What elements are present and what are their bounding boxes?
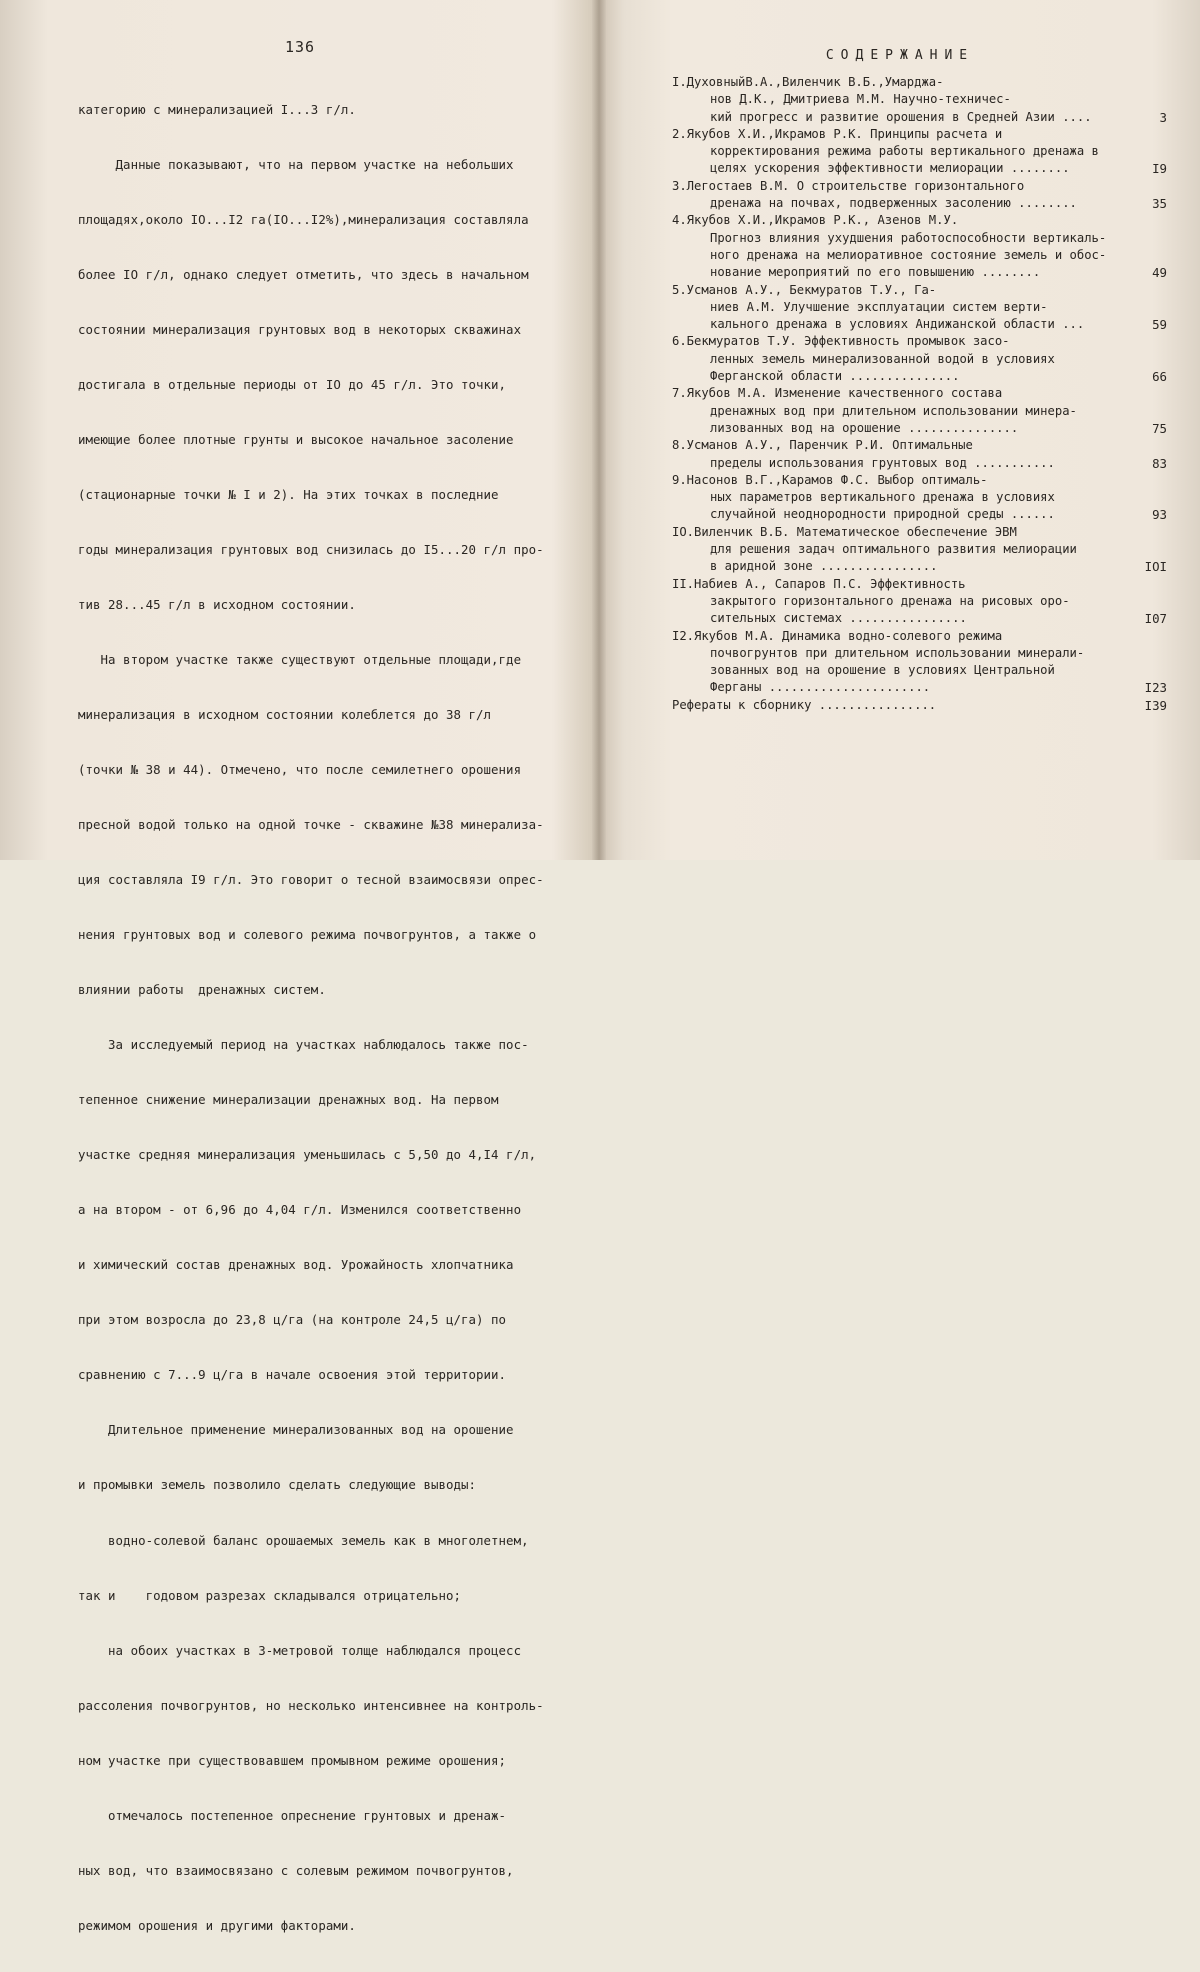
toc-entry-line: Ферганской области ............... xyxy=(710,369,960,384)
toc-entry-line: почвогрунтов при длительном использовании минерали- xyxy=(710,645,1085,660)
toc-entry-line: 7.Якубов М.А. Изменение качественного состава xyxy=(672,386,1003,401)
body-line: Данные показывают, что на первом участке на небольших xyxy=(78,156,514,172)
toc-page-number: 83 xyxy=(1152,455,1167,471)
toc-entry xyxy=(672,437,1167,472)
article-body xyxy=(78,64,548,1972)
toc-entry-line: 5.Усманов А.У., Бекмуратов Т.У., Га- xyxy=(672,282,937,297)
body-line: при этом возросла до 23,8 ц/га (на контроле 24,5 ц/га) по xyxy=(78,1312,507,1328)
toc-entry-line: ленных земель минерализованной водой в условиях xyxy=(710,351,1055,366)
body-line: Длительное применение минерализованных вод на орошение xyxy=(78,1422,514,1438)
left-page xyxy=(0,0,600,1933)
toc-entry xyxy=(672,74,1167,126)
body-line: тепенное снижение минерализации дренажных вод. На первом xyxy=(78,1092,499,1108)
body-line: имеющие более плотные грунты и высокое начальное засоление xyxy=(78,431,514,447)
body-line: ном участке при существовавшем промывном режиме орошения; xyxy=(78,1752,507,1768)
toc-entry-line: целях ускорения эффективности мелиорации ........ xyxy=(710,161,1070,176)
toc-entry-line: закрытого горизонтального дренажа на рисовых оро- xyxy=(710,593,1070,608)
page-number: 136 xyxy=(284,38,316,56)
body-line: водно-солевой баланс орошаемых земель как в многолетнем, xyxy=(78,1532,529,1548)
toc-entry xyxy=(672,628,1167,697)
toc-entry-line: пределы использования грунтовых вод ........... xyxy=(710,455,1055,470)
body-line: За исследуемый период на участках наблюдалось также пос- xyxy=(78,1037,529,1053)
toc-entry-line: сительных системах ................ xyxy=(710,611,967,626)
toc-page-number: I39 xyxy=(1144,697,1167,713)
toc-entry-line: дренажа на почвах, подверженных засолению ........ xyxy=(710,196,1077,211)
toc-entry xyxy=(672,333,1167,385)
toc-entry-line: дренажных вод при длительном использовании минера- xyxy=(710,403,1077,418)
toc-entry-line: корректирования режима работы вертикального дренажа в xyxy=(710,144,1099,159)
body-line: нения грунтовых вод и солевого режима почвогрунтов, а также о xyxy=(78,927,537,943)
body-line: отмечалось постепенное опреснение грунтовых и дренаж- xyxy=(78,1807,507,1823)
body-line: пресной водой только на одной точке - скважине №38 минерализа- xyxy=(78,817,544,833)
body-line: сравнению с 7...9 ц/га в начале освоения этой территории. xyxy=(78,1367,507,1383)
toc-heading: СОДЕРЖАНИЕ xyxy=(825,48,975,63)
table-of-contents xyxy=(672,74,1167,714)
body-line: ция составляла I9 г/л. Это говорит о тесной взаимосвязи опрес- xyxy=(78,872,544,888)
toc-entry xyxy=(672,385,1167,437)
toc-entry-line: ных параметров вертикального дренажа в условиях xyxy=(710,490,1055,505)
toc-entry-line: Прогноз влияния ухудшения работоспособности вертикаль- xyxy=(710,230,1107,245)
toc-entry-line: Рефераты к сборнику ................ xyxy=(672,697,937,712)
body-line: На втором участке также существуют отдельные площади,где xyxy=(78,652,522,667)
body-line: более IO г/л, однако следует отметить, что здесь в начальном xyxy=(78,266,529,282)
toc-entry-line: нование мероприятий по его повышению ........ xyxy=(710,265,1041,280)
right-page xyxy=(600,0,1200,860)
toc-entry-line: 8.Усманов А.У., Паренчик Р.И. Оптимальные xyxy=(672,438,973,453)
toc-page-number: 66 xyxy=(1152,369,1167,385)
body-line: ных вод, что взаимосвязано с солевым режимом почвогрунтов, xyxy=(78,1862,514,1878)
body-line: а на втором - от 6,96 до 4,04 г/л. Изменился соответственно xyxy=(78,1202,522,1218)
toc-entry-line: 3.Легостаев В.М. О строительстве горизонтального xyxy=(672,178,1025,193)
toc-entry-line: кального дренажа в условиях Андижанской области ... xyxy=(710,317,1085,332)
body-line: на обоих участках в 3-метровой толще наблюдался процесс xyxy=(78,1642,522,1658)
toc-page-number: I9 xyxy=(1152,161,1167,177)
toc-page-number: 49 xyxy=(1152,265,1167,281)
body-line: влиянии работы дренажных систем. xyxy=(78,982,326,998)
toc-page-number: I23 xyxy=(1144,680,1167,696)
toc-entry-line: кий прогресс и развитие орошения в Средней Азии .... xyxy=(710,109,1092,124)
body-line: так и годовом разрезах складывался отрицательно; xyxy=(78,1587,461,1603)
toc-entry-line: Ферганы ...................... xyxy=(710,680,931,695)
toc-page-number: 93 xyxy=(1152,507,1167,523)
toc-entry-line: I2.Якубов М.А. Динамика водно-солевого режима xyxy=(672,628,1003,643)
body-line: и промывки земель позволило сделать следующие выводы: xyxy=(78,1477,477,1493)
toc-entry xyxy=(672,282,1167,334)
toc-entry-line: в аридной зоне ................ xyxy=(710,559,938,574)
body-line: (стационарные точки № I и 2). На этих точках в последние xyxy=(78,486,499,502)
body-line: режимом орошения и другими факторами. xyxy=(78,1917,356,1933)
toc-entry-line: лизованных вод на орошение ............... xyxy=(710,420,1019,435)
toc-entry-line: I.ДуховныйВ.А.,Виленчик В.Б.,Умарджа- xyxy=(672,75,944,89)
toc-entry xyxy=(672,472,1167,524)
body-line: состоянии минерализация грунтовых вод в некоторых скважинах xyxy=(78,321,522,337)
body-line: категорию с минерализацией I...3 г/л. xyxy=(78,101,356,117)
toc-page-number: 59 xyxy=(1152,317,1167,333)
toc-page-number: 35 xyxy=(1152,196,1167,212)
body-line: площадях,около IO...I2 га(IO...I2%),минерализация составляла xyxy=(78,211,529,227)
toc-entry-line: нов Д.К., Дмитриева М.М. Научно-техничес- xyxy=(710,92,1011,107)
toc-entry-line: 9.Насонов В.Г.,Карамов Ф.С. Выбор оптималь- xyxy=(672,472,988,487)
toc-entry-line: II.Набиев А., Сапаров П.С. Эффективность xyxy=(672,576,966,591)
toc-entry-line: зованных вод на орошение в условиях Центральной xyxy=(710,663,1055,678)
toc-page-number: I07 xyxy=(1144,611,1167,627)
toc-page-number: IOI xyxy=(1144,559,1167,575)
toc-entry xyxy=(672,212,1167,281)
toc-entry-line: ниев А.М. Улучшение эксплуатации систем верти- xyxy=(710,299,1048,314)
toc-page-number: 3 xyxy=(1159,109,1167,125)
body-line: (точки № 38 и 44). Отмечено, что после семилетнего орошения xyxy=(78,762,522,778)
body-line: и химический состав дренажных вод. Урожайность хлопчатника xyxy=(78,1257,514,1273)
toc-entry xyxy=(672,126,1167,178)
body-line: годы минерализация грунтовых вод снизилась до I5...20 г/л про- xyxy=(78,541,544,557)
toc-entry-line: для решения задач оптимального развития мелиорации xyxy=(710,542,1077,557)
body-line: тив 28...45 г/л в исходном состоянии. xyxy=(78,596,356,612)
toc-page-number: 75 xyxy=(1152,420,1167,436)
body-line: рассоления почвогрунтов, но несколько интенсивнее на контроль- xyxy=(78,1697,544,1713)
toc-entry xyxy=(672,576,1167,628)
body-line: участке средняя минерализация уменьшилась с 5,50 до 4,I4 г/л, xyxy=(78,1147,537,1163)
toc-entry-line: ного дренажа на мелиоративное состояние земель и обос- xyxy=(710,247,1107,262)
toc-entry xyxy=(672,524,1167,576)
toc-entry xyxy=(672,697,1167,714)
toc-entry-line: 6.Бекмуратов Т.У. Эффективность промывок засо- xyxy=(672,334,1010,349)
toc-entry-line: IO.Виленчик В.Б. Математическое обеспечение ЭВМ xyxy=(672,524,1017,539)
toc-entry-line: 4.Якубов Х.И.,Икрамов Р.К., Азенов М.У. xyxy=(672,213,959,228)
toc-entry xyxy=(672,178,1167,213)
body-line: минерализация в исходном состоянии колеблется до 38 г/л xyxy=(78,707,492,723)
body-line: достигала в отдельные периоды от IO до 45 г/л. Это точки, xyxy=(78,376,507,392)
toc-entry-line: 2.Якубов Х.И.,Икрамов Р.К. Принципы расчета и xyxy=(672,126,1003,141)
toc-entry-line: случайной неоднородности природной среды ...... xyxy=(710,507,1055,522)
